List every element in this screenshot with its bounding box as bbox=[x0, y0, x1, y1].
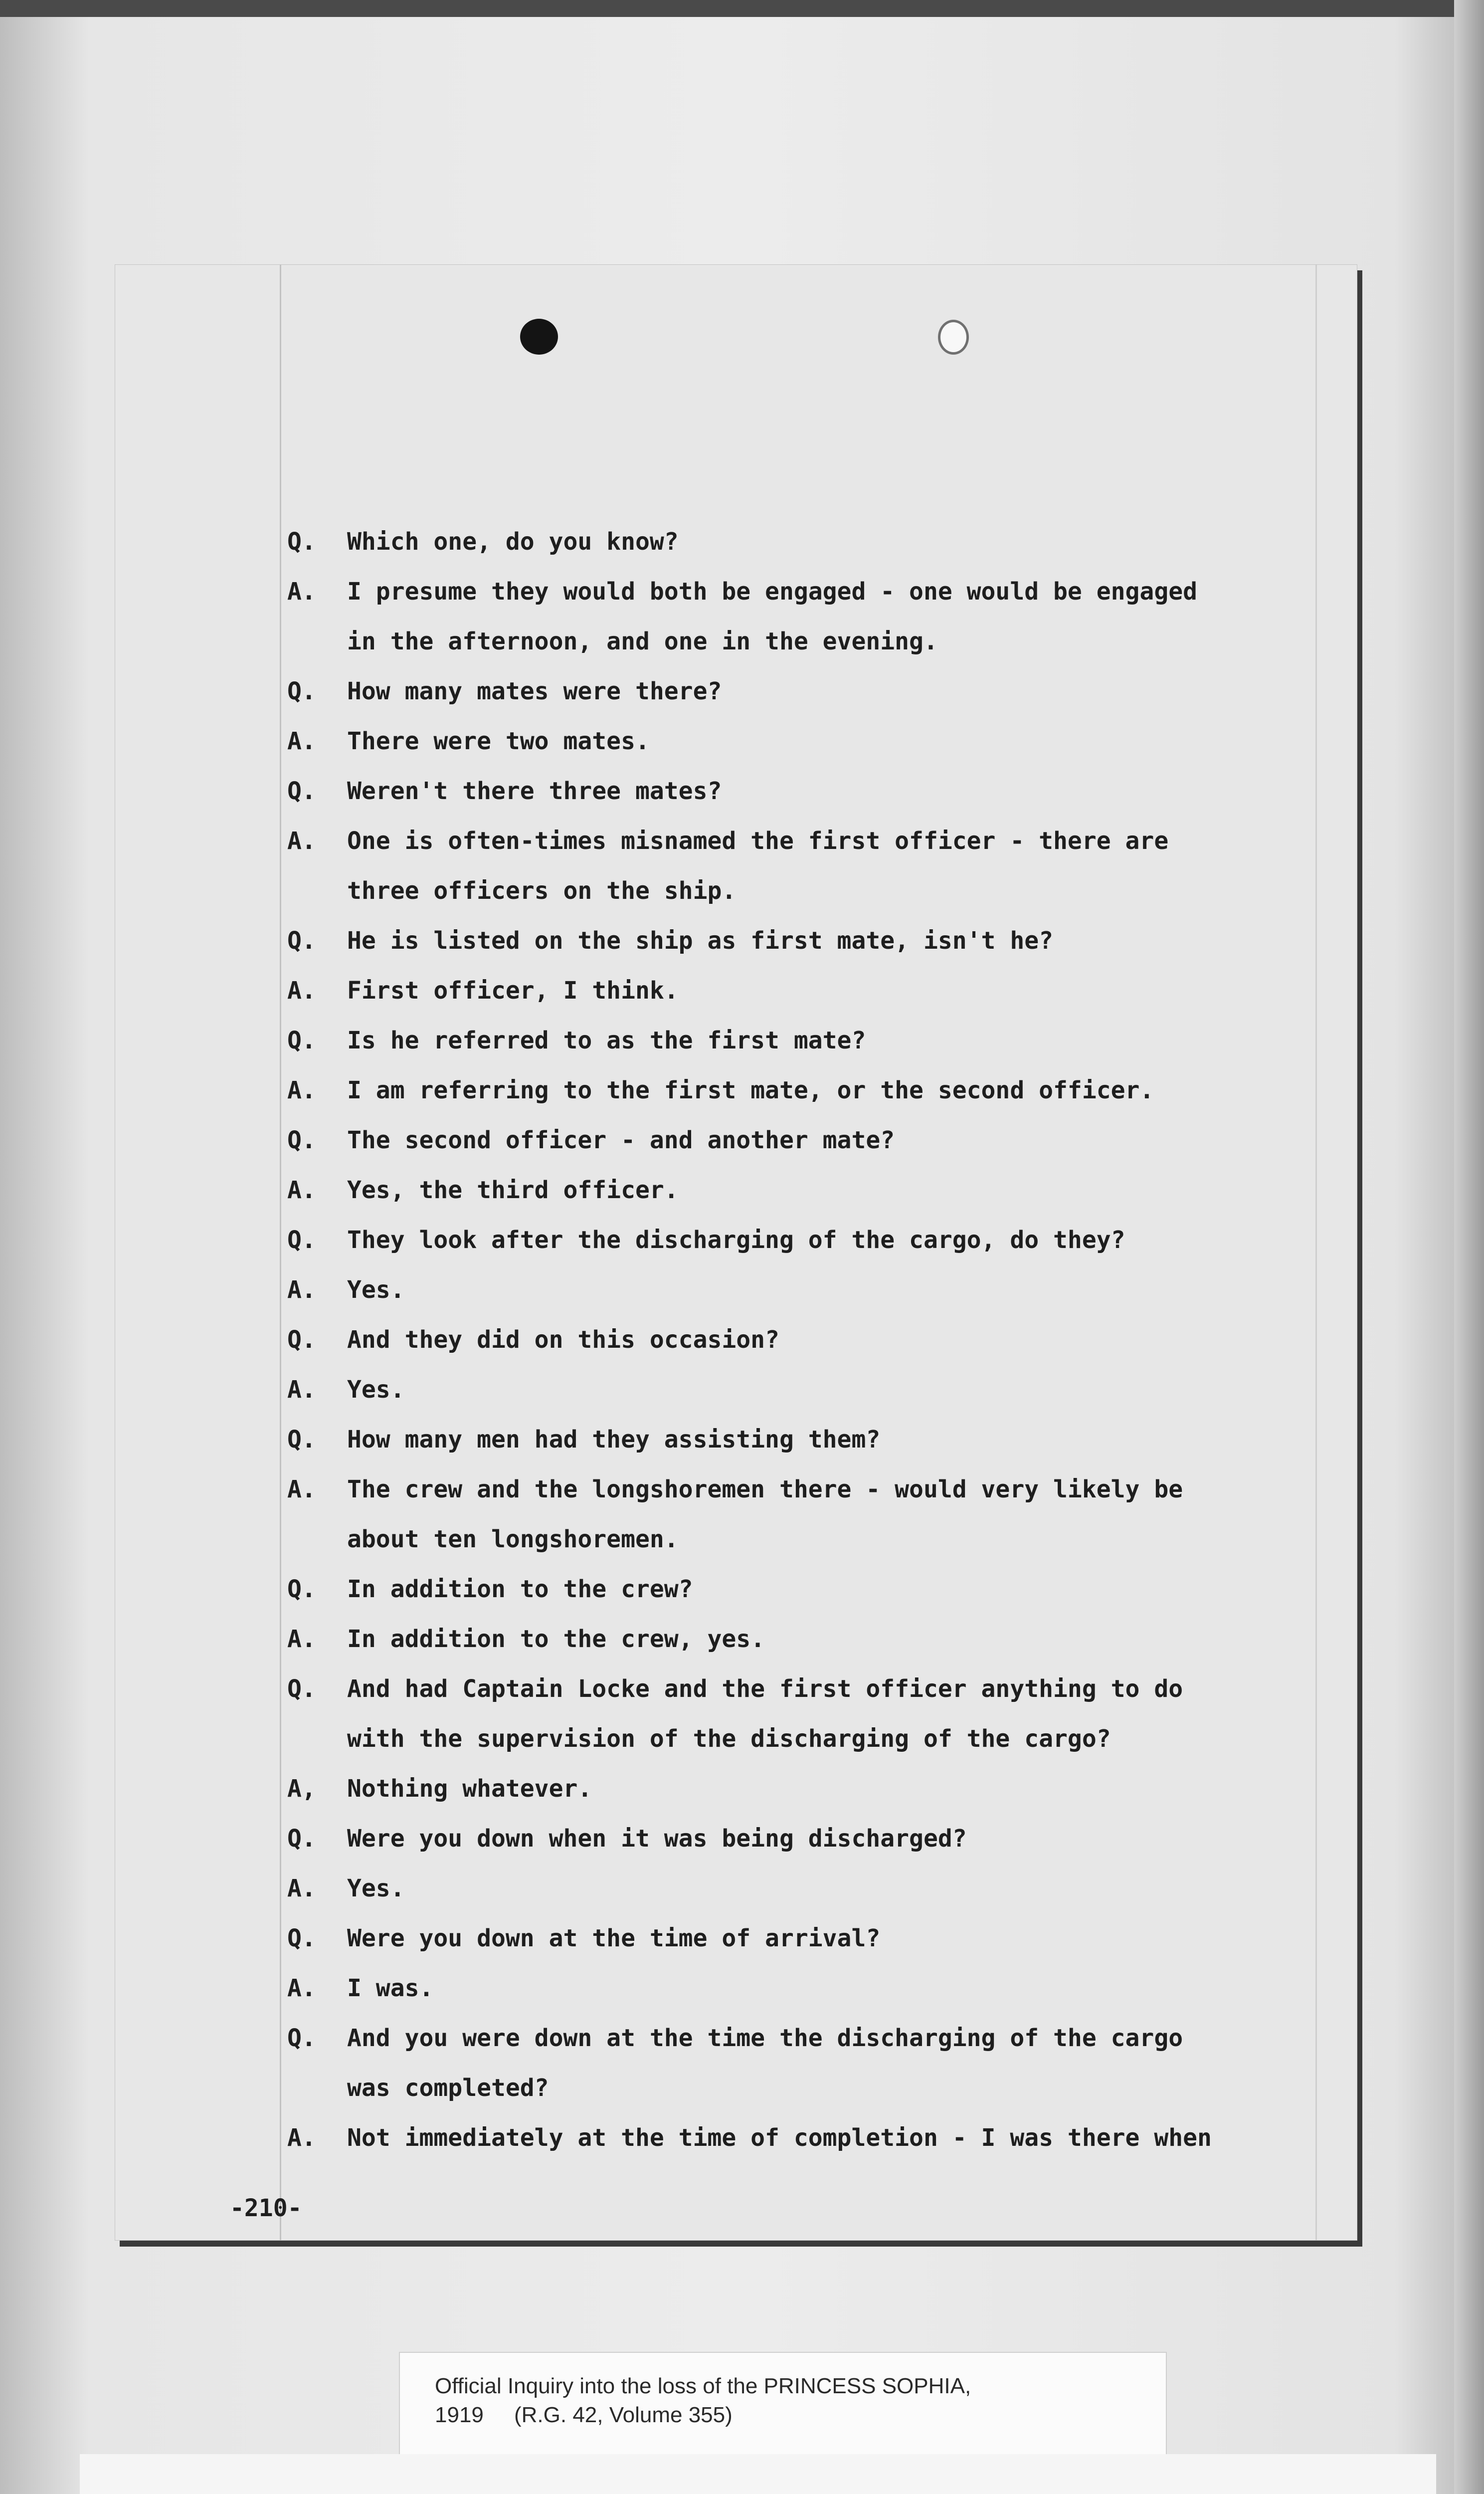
speech-text: Yes. bbox=[347, 1376, 405, 1404]
transcript-line bbox=[282, 766, 1354, 816]
speech-text: The second officer - and another mate? bbox=[347, 1126, 895, 1154]
speaker-marker: Q. bbox=[287, 1924, 316, 1952]
speech-text: in the afternoon, and one in the evening. bbox=[347, 627, 938, 655]
transcript-line bbox=[282, 1764, 1354, 1814]
transcript-line bbox=[282, 1913, 1354, 1963]
speaker-marker: Q. bbox=[287, 777, 316, 805]
speech-text: Were you down when it was being discharged? bbox=[347, 1825, 967, 1853]
speech-text: They look after the discharging of the cargo, do they? bbox=[347, 1226, 1125, 1254]
speech-text: Not immediately at the time of completion - I was there when bbox=[347, 2124, 1212, 2152]
speaker-marker: Q. bbox=[287, 1825, 316, 1853]
speaker-marker: A. bbox=[287, 1176, 316, 1204]
transcript-line bbox=[282, 1315, 1354, 1365]
speaker-marker: Q. bbox=[287, 1675, 316, 1703]
speech-text: with the supervision of the discharging of the cargo? bbox=[347, 1725, 1111, 1753]
speech-text: Yes, the third officer. bbox=[347, 1176, 679, 1204]
speech-text: was completed? bbox=[347, 2074, 549, 2102]
speech-text: Is he referred to as the first mate? bbox=[347, 1027, 866, 1054]
speaker-marker: A. bbox=[287, 578, 316, 606]
transcript-line bbox=[282, 1864, 1354, 1913]
transcript-line bbox=[282, 1215, 1354, 1265]
speaker-marker: A. bbox=[287, 1974, 316, 2002]
speaker-marker: A, bbox=[287, 1775, 316, 1803]
speaker-marker: A. bbox=[287, 1475, 316, 1503]
punch-hole-open-icon bbox=[938, 320, 969, 355]
transcript-line bbox=[282, 2063, 1354, 2113]
speech-text: about ten longshoremen. bbox=[347, 1525, 679, 1553]
speech-text: There were two mates. bbox=[347, 727, 650, 755]
transcript-line bbox=[282, 2113, 1354, 2163]
transcript-line bbox=[282, 1564, 1354, 1614]
speaker-marker: Q. bbox=[287, 1426, 316, 1454]
speaker-marker: Q. bbox=[287, 528, 316, 556]
speech-text: The crew and the longshoremen there - would very likely be bbox=[347, 1475, 1183, 1503]
scan-top-edge bbox=[0, 0, 1484, 17]
transcript-line bbox=[282, 1115, 1354, 1165]
speech-text: First officer, I think. bbox=[347, 977, 679, 1005]
transcript-page bbox=[115, 264, 1357, 2241]
speech-text: How many mates were there? bbox=[347, 677, 722, 705]
transcript-line bbox=[282, 666, 1354, 716]
speech-text: Which one, do you know? bbox=[347, 528, 679, 556]
transcript-line bbox=[282, 617, 1354, 666]
speaker-marker: A. bbox=[287, 1625, 316, 1653]
transcript-body bbox=[282, 517, 1354, 2163]
transcript-line bbox=[282, 1614, 1354, 1664]
transcript-line bbox=[282, 1065, 1354, 1115]
transcript-line bbox=[282, 1265, 1354, 1315]
speaker-marker: Q. bbox=[287, 1226, 316, 1254]
speech-text: One is often-times misnamed the first officer - there are bbox=[347, 827, 1169, 855]
speaker-marker: A. bbox=[287, 2124, 316, 2152]
transcript-line bbox=[282, 1165, 1354, 1215]
archives-stamp bbox=[80, 2454, 1436, 2494]
transcript-line bbox=[282, 1365, 1354, 1415]
speech-text: And you were down at the time the discharging of the cargo bbox=[347, 2024, 1183, 2052]
speech-text: And had Captain Locke and the first officer anything to do bbox=[347, 1675, 1183, 1703]
transcript-line bbox=[282, 1664, 1354, 1714]
speaker-marker: A. bbox=[287, 1376, 316, 1404]
margin-rule bbox=[280, 265, 281, 2240]
speaker-marker: Q. bbox=[287, 1575, 316, 1603]
caption-line-1: Official Inquiry into the loss of the PRINCESS SOPHIA, bbox=[435, 2374, 971, 2398]
speech-text: I presume they would both be engaged - one would be engaged bbox=[347, 578, 1198, 606]
speech-text: I was. bbox=[347, 1974, 434, 2002]
speech-text: Nothing whatever. bbox=[347, 1775, 592, 1803]
transcript-line bbox=[282, 816, 1354, 866]
caption-line-2: 1919 (R.G. 42, Volume 355) bbox=[435, 2403, 733, 2427]
transcript-line bbox=[282, 966, 1354, 1016]
speech-text: Were you down at the time of arrival? bbox=[347, 1924, 881, 1952]
transcript-line bbox=[282, 916, 1354, 966]
scan-right-edge bbox=[1454, 0, 1484, 2494]
transcript-line bbox=[282, 1016, 1354, 1065]
speech-text: And they did on this occasion? bbox=[347, 1326, 779, 1354]
speech-text: In addition to the crew, yes. bbox=[347, 1625, 765, 1653]
speaker-marker: Q. bbox=[287, 1027, 316, 1054]
speaker-marker: Q. bbox=[287, 2024, 316, 2052]
speech-text: How many men had they assisting them? bbox=[347, 1426, 881, 1454]
transcript-line bbox=[282, 2013, 1354, 2063]
speaker-marker: A. bbox=[287, 1076, 316, 1104]
speaker-marker: A. bbox=[287, 827, 316, 855]
speech-text: Yes. bbox=[347, 1276, 405, 1304]
transcript-line bbox=[282, 1415, 1354, 1464]
speaker-marker: Q. bbox=[287, 1126, 316, 1154]
speaker-marker: Q. bbox=[287, 677, 316, 705]
speech-text: three officers on the ship. bbox=[347, 877, 737, 905]
speech-text: In addition to the crew? bbox=[347, 1575, 693, 1603]
transcript-line bbox=[282, 567, 1354, 617]
transcript-line bbox=[282, 1814, 1354, 1864]
page-number: -210- bbox=[230, 2194, 302, 2222]
transcript-line bbox=[282, 517, 1354, 567]
transcript-line bbox=[282, 716, 1354, 766]
speaker-marker: A. bbox=[287, 1874, 316, 1902]
speech-text: He is listed on the ship as first mate, isn't he? bbox=[347, 927, 1054, 955]
transcript-line bbox=[282, 1714, 1354, 1764]
transcript-line bbox=[282, 1464, 1354, 1514]
speech-text: Yes. bbox=[347, 1874, 405, 1902]
speaker-marker: A. bbox=[287, 1276, 316, 1304]
speaker-marker: A. bbox=[287, 727, 316, 755]
speech-text: Weren't there three mates? bbox=[347, 777, 722, 805]
transcript-line bbox=[282, 866, 1354, 916]
punch-hole-filled-icon bbox=[520, 319, 558, 355]
speaker-marker: A. bbox=[287, 977, 316, 1005]
transcript-line bbox=[282, 1963, 1354, 2013]
archive-caption-label bbox=[399, 2352, 1167, 2457]
speaker-marker: Q. bbox=[287, 927, 316, 955]
speech-text: I am referring to the first mate, or the second officer. bbox=[347, 1076, 1154, 1104]
transcript-line bbox=[282, 1514, 1354, 1564]
speaker-marker: Q. bbox=[287, 1326, 316, 1354]
